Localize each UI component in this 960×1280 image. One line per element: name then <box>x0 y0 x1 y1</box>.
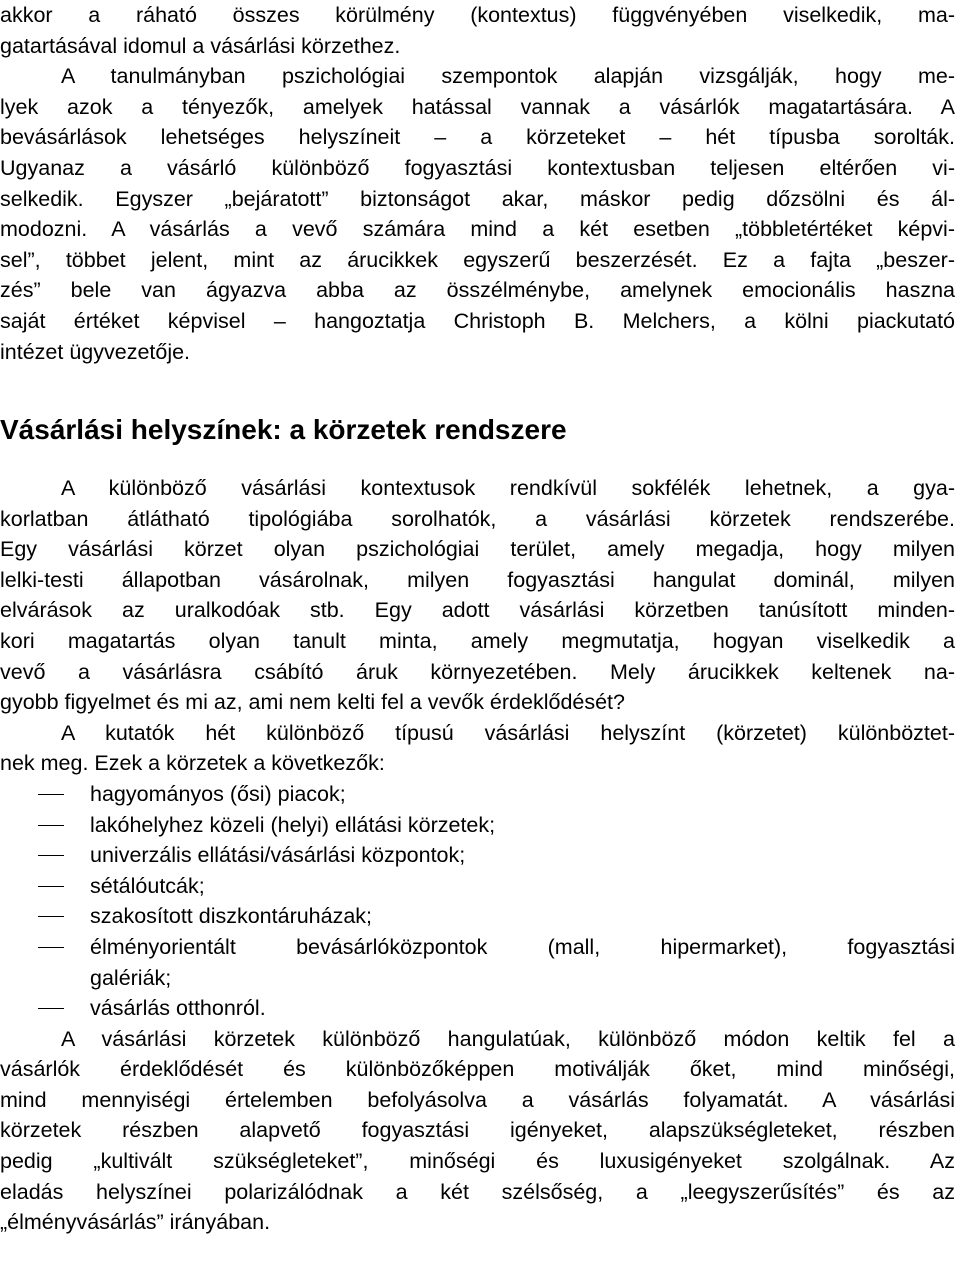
text-line: mind mennyiségi értelemben befolyásolva a vásárlás folyamatát. A vásárlási <box>0 1087 955 1112</box>
dash-bullet <box>38 1008 64 1009</box>
list-item <box>0 901 955 932</box>
dash-bullet <box>38 916 64 917</box>
text-line: gyobb figyelmet és mi az, ami nem kelti fel a vevők érdeklődését? <box>0 690 625 715</box>
text-line: intézet ügyvezetője. <box>0 339 191 364</box>
list-item-label: vásárlás otthonról. <box>90 996 266 1021</box>
text-line: A kutatók hét különböző típusú vásárlási helyszínt (körzetet) különböztet- <box>61 720 955 745</box>
text-line: gatartásával idomul a vásárlási körzethez. <box>0 33 401 58</box>
text-line: „élményvásárlás” irányában. <box>0 1210 271 1235</box>
text-line: A tanulmányban pszichológiai szempontok alapján vizsgálják, hogy me- <box>61 64 955 89</box>
list-item-label: sétálóutcák; <box>90 873 205 898</box>
text-line: korlatban átlátható tipológiába sorolhatók, a vásárlási körzetek rendszerébe. <box>0 506 955 531</box>
list-item <box>0 993 955 1024</box>
text-line: sel”, többet jelent, mint az árucikkek egyszerű beszerzését. Ez a fajta „beszer- <box>0 247 955 272</box>
text-line: A vásárlási körzetek különböző hangulatúak, különböző módon keltik fel a <box>61 1026 955 1051</box>
list-item <box>0 779 955 810</box>
section-body <box>0 473 955 1238</box>
list-item-label: hagyományos (ősi) piacok; <box>90 781 346 806</box>
text-line: lelki-testi állapotban vásárolnak, milyen fogyasztási hangulat dominál, milyen <box>0 567 955 592</box>
text-line: bevásárlások lehetséges helyszíneit – a körzeteket – hét típusba sorolták. <box>0 125 955 150</box>
list-item-continuation: galériák; <box>90 965 172 990</box>
list-item <box>0 840 955 871</box>
section-heading: Vásárlási helyszínek: a körzetek rendszere <box>0 414 567 445</box>
text-line: pedig „kultivált szükségleteket”, minőségi és luxusigényeket szolgálnak. Az <box>0 1149 955 1174</box>
text-line: Ugyanaz a vásárló különböző fogyasztási kontextusban teljesen eltérően vi- <box>0 155 955 180</box>
list-item <box>0 810 955 841</box>
dash-bullet <box>38 947 64 948</box>
list-item-label: élményorientált bevásárlóközpontok (mall, hipermarket), fogyasztási <box>90 934 955 959</box>
text-line: vevő a vásárlásra csábító áruk környezetében. Mely árucikkek keltenek na- <box>0 659 955 684</box>
intro-paragraphs <box>0 0 955 367</box>
list-item-label: univerzális ellátási/vásárlási központok; <box>90 843 466 868</box>
list-item <box>0 871 955 902</box>
text-line: zés” bele van ágyazva abba az összélménybe, amelynek emocionális haszna <box>0 278 955 303</box>
text-line: eladás helyszínei polarizálódnak a két szélsőség, a „leegyszerűsítés” és az <box>0 1179 955 1204</box>
text-line: körzetek részben alapvető fogyasztási igényeket, alapszükségleteket, részben <box>0 1118 955 1143</box>
text-line: vásárlók érdeklődését és különbözőképpen motiválják őket, mind minőségi, <box>0 1057 955 1082</box>
list-item-label: lakóhelyhez közeli (helyi) ellátási körzetek; <box>90 812 496 837</box>
text-line: kori magatartás olyan tanult minta, amely megmutatja, hogyan viselkedik a <box>0 628 955 653</box>
text-line: saját értéket képvisel – hangoztatja Christoph B. Melchers, a kölni piackutató <box>0 308 955 333</box>
list-item-label: szakosított diszkontáruházak; <box>90 904 373 929</box>
text-line: selkedik. Egyszer „bejáratott” biztonságot akar, máskor pedig dőzsölni és ál- <box>0 186 955 211</box>
text-line: akkor a ráható összes körülmény (kontextus) függvényében viselkedik, ma- <box>0 3 955 27</box>
text-line: A különböző vásárlási kontextusok rendkívül sokfélék lehetnek, a gya- <box>61 476 955 500</box>
dash-bullet <box>38 825 64 826</box>
text-line: nek meg. Ezek a körzetek a következők: <box>0 751 385 776</box>
dash-bullet <box>38 855 64 856</box>
text-line: elvárások az uralkodóak stb. Egy adott vásárlási körzetben tanúsított minden- <box>0 598 955 623</box>
list-item <box>0 932 955 963</box>
document-page <box>0 0 955 367</box>
dash-bullet <box>38 886 64 887</box>
text-line: Egy vásárlási körzet olyan pszichológiai terület, amely megadja, hogy milyen <box>0 537 955 562</box>
text-line: modozni. A vásárlás a vevő számára mind a két esetben „többletértéket képvi- <box>0 217 955 242</box>
location-type-list <box>0 779 955 1024</box>
text-line: lyek azok a tényezők, amelyek hatással vannak a vásárlók magatartására. A <box>0 94 955 119</box>
dash-bullet <box>38 794 64 795</box>
